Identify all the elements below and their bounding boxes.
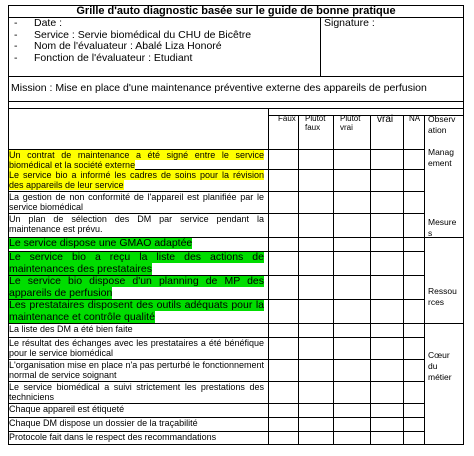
signature-label: Signature : [324, 17, 375, 29]
criteria-text: Chaque DM dispose un dossier de la traçabilité [9, 418, 198, 428]
mission-statement: Mission : Mise en place d'une maintenance préventive externe des appareils de perfusion [11, 82, 427, 94]
header-evaluator-role: - Fonction de l'évaluateur : Etudiant [14, 51, 193, 64]
col-faux: Faux [278, 114, 296, 123]
criteria-text: Le service biomédical a suivi strictement les prestations des techniciens [9, 382, 264, 403]
criteria-row [9, 150, 264, 171]
criteria-text: La liste des DM a été bien faite [9, 324, 133, 334]
col-plutot-faux: Plutôt faux [305, 114, 326, 132]
header-date: - Date : [14, 17, 63, 29]
criteria-text: Le service bio dispose d'un planning de MP des appareils de perfusion [9, 276, 264, 299]
criteria-text: Le service bio a reçu la liste des actions de maintenances des prestataires [9, 252, 264, 275]
criteria-text: La gestion de non conformité de l'appareil est planifiée par le service biomédical [9, 192, 264, 213]
column-divider [424, 115, 425, 445]
observation-mesures: Mesures [428, 217, 457, 238]
header-divider [320, 18, 321, 76]
criteria-row [9, 418, 264, 428]
header-service: - Service : Servie biomédical du CHU de Bicêtre [14, 28, 252, 41]
criteria-row [9, 324, 264, 334]
criteria-text: Un plan de sélection des DM par service pendant la maintenance est prévu. [9, 214, 264, 235]
observation-ressources: Ressources [428, 286, 457, 307]
header-bottom-rule [8, 76, 464, 77]
criteria-row [9, 170, 264, 191]
criteria-row [9, 404, 264, 414]
criteria-row [9, 432, 264, 442]
criteria-text: Les prestataires disposent des outils adéquats pour la maintenance et contrôle qualité [9, 300, 264, 323]
column-divider [403, 115, 404, 445]
criteria-text: Un contrat de maintenance a été signé entre le service biomédical et la société externe [9, 150, 264, 171]
col-observation: Observation [428, 114, 456, 135]
criteria-text: Le service dispose une GMAO adaptée [9, 238, 193, 249]
criteria-text: Protocole fait dans le respect des recommandations [9, 432, 217, 442]
grid-title: Grille d'auto diagnostic basée sur le guide de bonne pratique [8, 5, 464, 18]
header-info [14, 18, 251, 64]
observation-coeur-du-metier: Cœur du métier [428, 350, 452, 382]
criteria-row [9, 252, 264, 275]
criteria-text: L'organisation mise en place n'a pas perturbé le fonctionnement normal de service soignant [9, 360, 264, 381]
criteria-row [9, 360, 264, 381]
column-divider [333, 115, 334, 445]
criteria-row [9, 214, 264, 235]
diagnostic-grid [8, 5, 464, 445]
table-top-rule [8, 108, 464, 109]
col-na: NA [409, 114, 421, 123]
mission-bottom-rule [8, 101, 464, 102]
criteria-row [9, 192, 264, 213]
criteria-row [9, 276, 264, 299]
col-vrai: vrai [377, 114, 394, 125]
criteria-text: Le service bio a informé les cadres de soins pour la révision des appareils de leur service [9, 170, 264, 191]
column-divider [298, 115, 299, 445]
col-plutot-vrai: Plutôt vrai [340, 114, 361, 132]
criteria-text: Chaque appareil est étiqueté [9, 404, 125, 414]
criteria-text: Le résultat des échanges avec les prestataires a été bénéfique pour le service biomédical [9, 338, 264, 359]
criteria-row [9, 382, 264, 403]
criteria-row [9, 300, 264, 323]
column-divider [268, 108, 269, 445]
criteria-row [9, 238, 264, 250]
column-divider [370, 115, 371, 445]
criteria-row [9, 338, 264, 359]
observation-management: Management [428, 147, 454, 168]
header-evaluator-name: - Nom de l'évaluateur : Abalé Liza Honoré [14, 40, 222, 52]
